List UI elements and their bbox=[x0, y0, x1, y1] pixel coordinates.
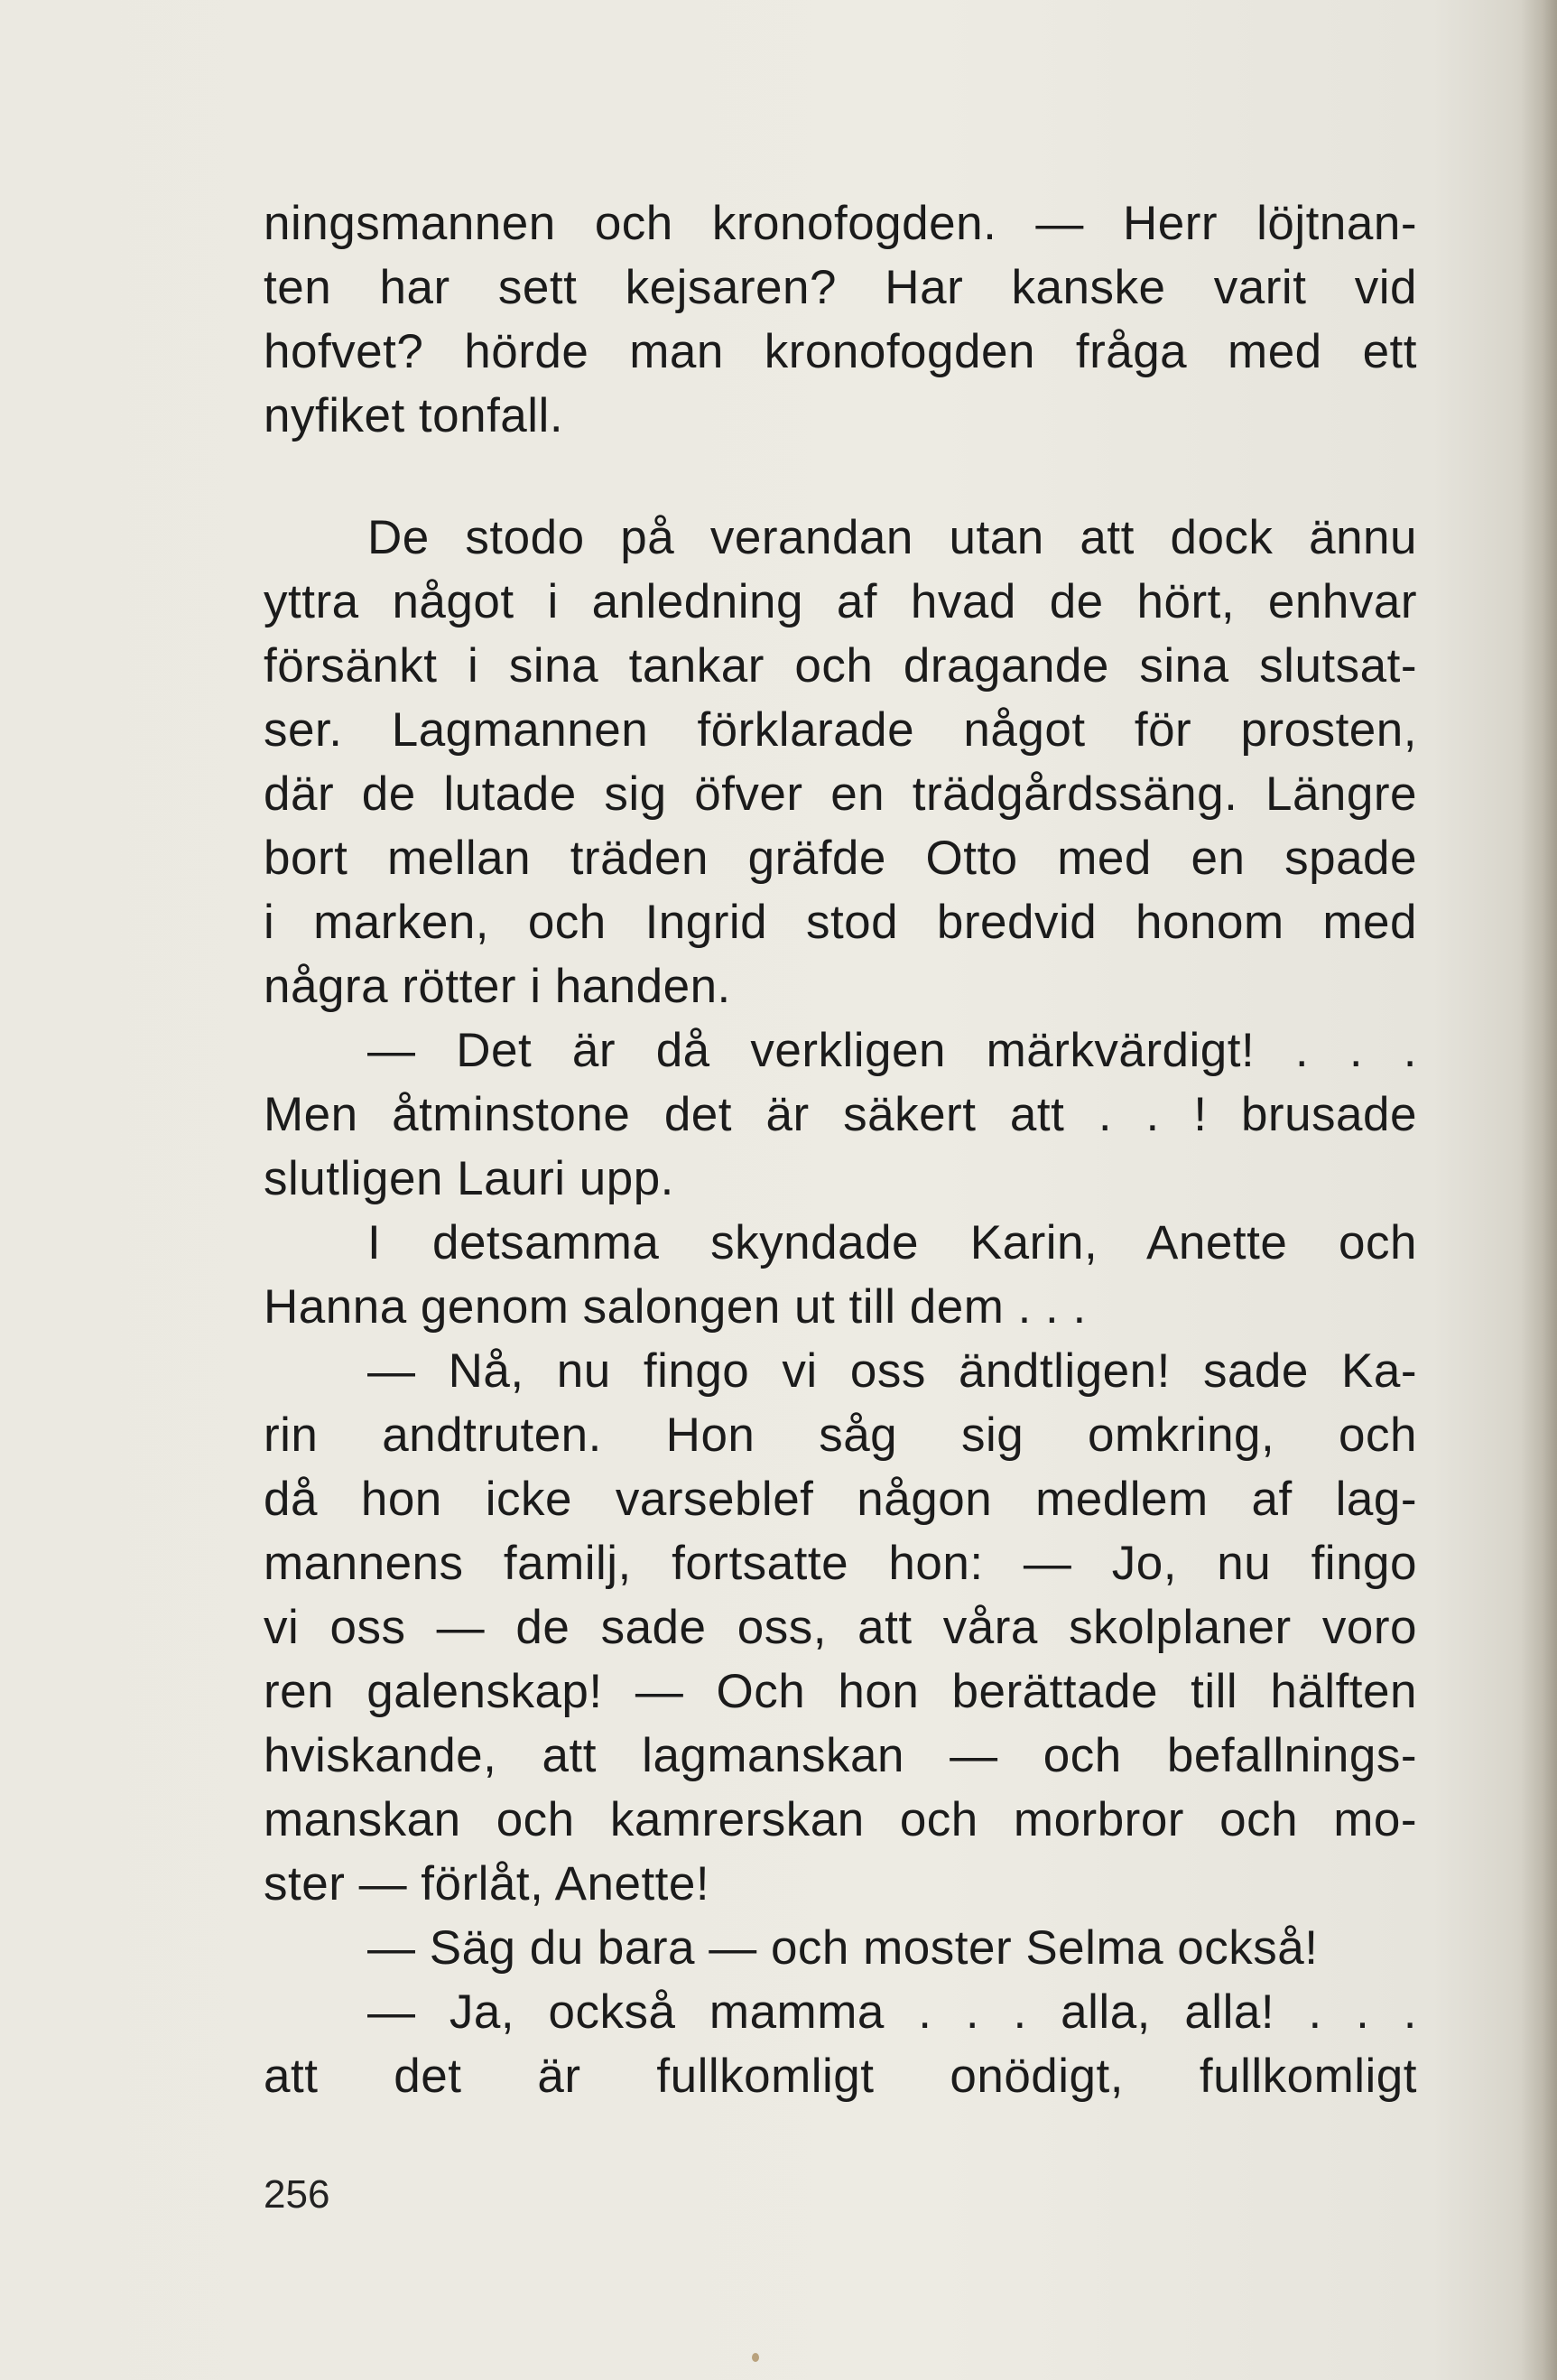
text-line: slutligen Lauri upp. bbox=[264, 1152, 674, 1205]
text-line: rin andtruten. Hon såg sig omkring, och bbox=[264, 1408, 1417, 1462]
text-line: att det är fullkomligt onödigt, fullkomligt bbox=[264, 2050, 1417, 2103]
paper-speck bbox=[752, 2353, 759, 2362]
text-line: — Nå, nu fingo vi oss ändtligen! sade Ka- bbox=[367, 1344, 1417, 1398]
text-line: — Säg du bara — och moster Selma också! bbox=[367, 1921, 1319, 1975]
text-line: I detsamma skyndade Karin, Anette och bbox=[367, 1216, 1417, 1269]
text-line: hviskande, att lagmanskan — och befallnings- bbox=[264, 1729, 1417, 1782]
page-edge-shadow bbox=[1521, 0, 1557, 2380]
text-line: försänkt i sina tankar och dragande sina slutsat- bbox=[264, 639, 1417, 693]
text-line: i marken, och Ingrid stod bredvid honom med bbox=[264, 896, 1417, 949]
text-line: yttra något i anledning af hvad de hört, enhvar bbox=[264, 575, 1417, 628]
text-line: mannens familj, fortsatte hon: — Jo, nu fingo bbox=[264, 1537, 1417, 1590]
text-line: vi oss — de sade oss, att våra skolplaner voro bbox=[264, 1601, 1417, 1654]
text-line: ten har sett kejsaren? Har kanske varit vid bbox=[264, 261, 1417, 314]
text-line: då hon icke varseblef någon medlem af lag- bbox=[264, 1473, 1417, 1526]
text-line: några rötter i handen. bbox=[264, 960, 731, 1013]
text-line: ser. Lagmannen förklarade något för prosten, bbox=[264, 703, 1417, 757]
text-line: De stodo på verandan utan att dock ännu bbox=[367, 511, 1417, 564]
text-line: — Det är då verkligen märkvärdigt! . . . bbox=[367, 1024, 1417, 1077]
text-line: hofvet? hörde man kronofogden fråga med ett bbox=[264, 325, 1417, 378]
body-text bbox=[264, 191, 1417, 2108]
text-line: manskan och kamrerskan och morbror och mo- bbox=[264, 1793, 1417, 1846]
text-line: Hanna genom salongen ut till dem . . . bbox=[264, 1280, 1087, 1334]
text-line: ren galenskap! — Och hon berättade till hälften bbox=[264, 1665, 1417, 1718]
text-line: Men åtminstone det är säkert att . . ! brusade bbox=[264, 1088, 1417, 1141]
paragraph-gap bbox=[264, 448, 1417, 506]
text-line: — Ja, också mamma . . . alla, alla! . . . bbox=[367, 1985, 1417, 2039]
text-line: där de lutade sig öfver en trädgårdssäng. Längre bbox=[264, 767, 1417, 821]
text-line: ster — förlåt, Anette! bbox=[264, 1857, 710, 1911]
text-line: bort mellan träden gräfde Otto med en spade bbox=[264, 832, 1417, 885]
text-line: nyfiket tonfall. bbox=[264, 389, 564, 442]
page-number: 256 bbox=[264, 2172, 330, 2217]
text-line: ningsmannen och kronofogden. — Herr löjtnan- bbox=[264, 197, 1417, 250]
